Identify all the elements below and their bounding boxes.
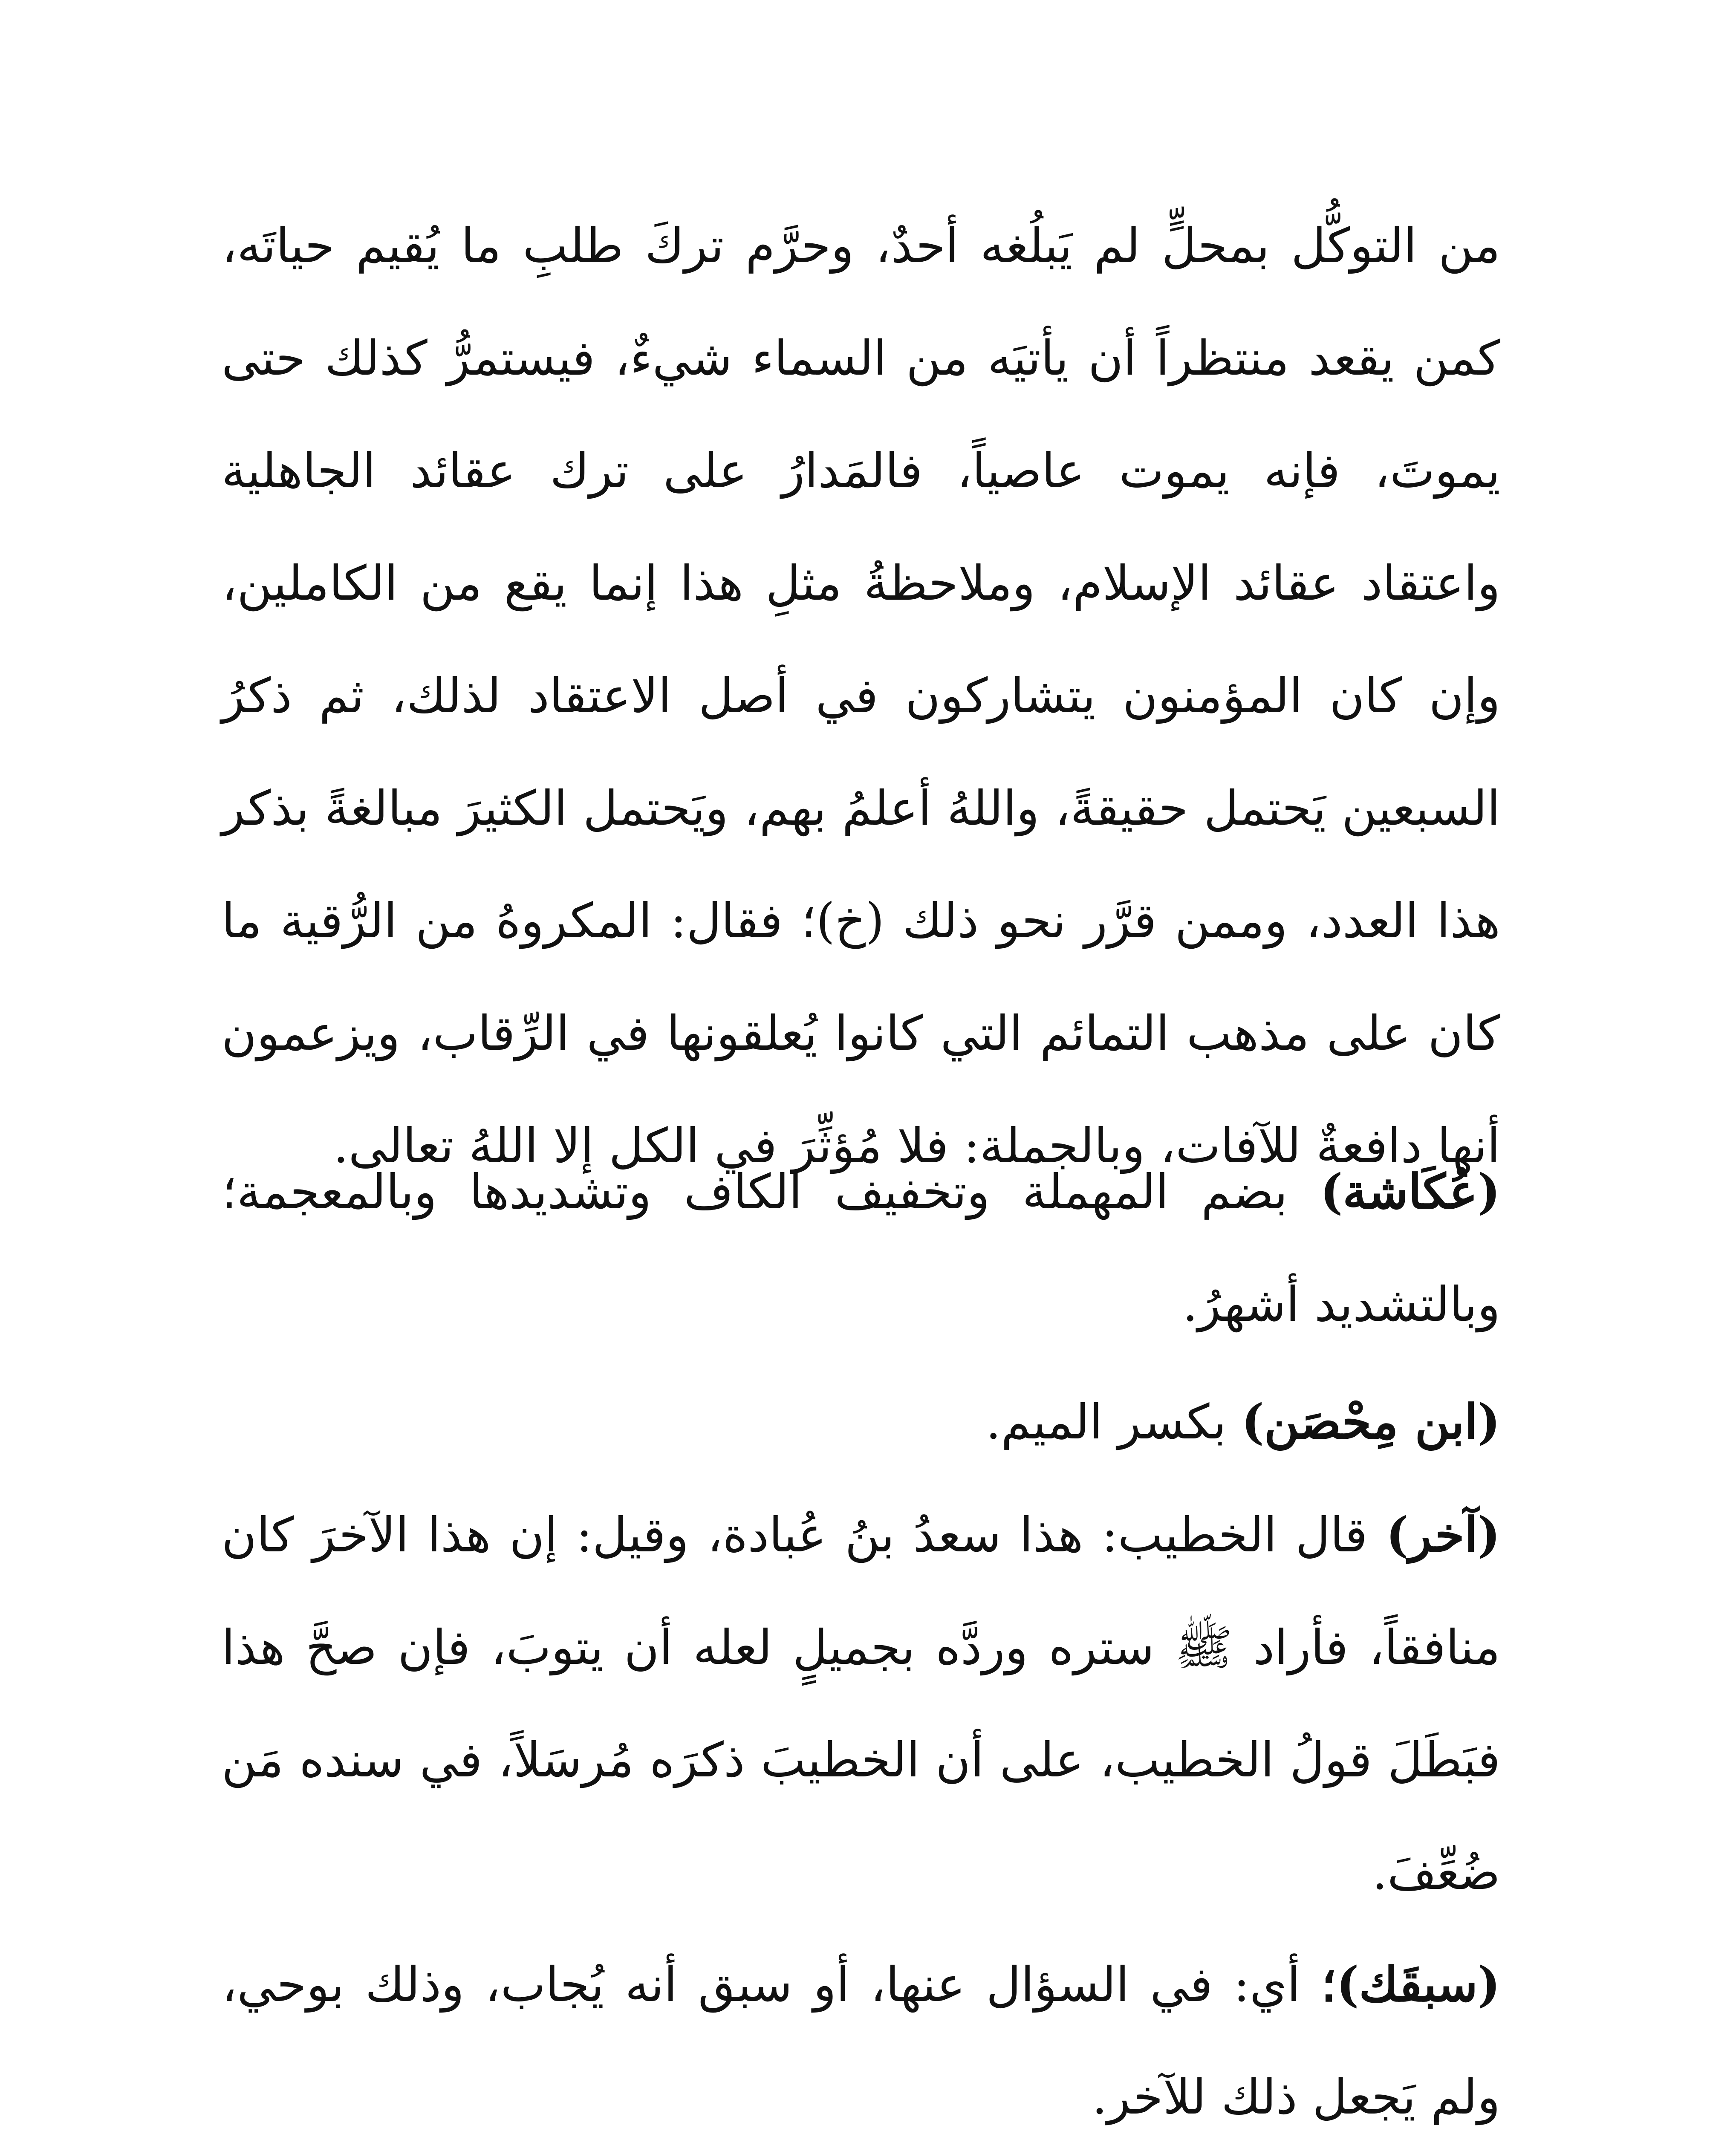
paragraph-tawakkul <box>222 190 1500 1202</box>
paragraph-text: من التوكُّل بمحلٍّ لم يَبلُغه أحدٌ، وحرَّم تركَ طلبِ ما يُقيم حياتَه، كمن يقعد منتظراً أن يأتيَه من السماء شيءٌ، فيستمرُّ كذلك حتى يموتَ، فإنه يموت عاصياً، فالمَدارُ على ترك عقائد الجاهلية واعتقاد عقائد الإسلام، وملاحظةُ مثلِ هذا إنما يقع من الكاملين، وإن كان المؤمنون يتشاركون في أصل الاعتقاد لذلك، ثم ذكرُ السبعين يَحتمل حقيقةً، واللهُ أعلمُ بهم، ويَحتمل الكثيرَ مبالغةً بذكر هذا العدد، وممن قرَّر نحو ذلك (خ)؛ فقال: المكروهُ من الرُّقية ما كان على مذهب التمائم التي كانوا يُعلقونها في الرِّقاب، ويزعمون أنها دافعةٌ للآفات، وبالجملة: فلا مُؤثِّرَ في الكل إلا اللهُ تعالى. <box>222 218 1501 1174</box>
paragraph-text: قال الخطيب: هذا سعدُ بنُ عُبادة، وقيل: إن هذا الآخرَ كان منافقاً، فأراد ﷺ ستره وردَّه بجميلٍ لعله أن يتوبَ، فإن صحَّ هذا فبَطَلَ قولُ الخطيب، على أن الخطيبَ ذكرَه مُرسَلاً، في سنده مَن ضُعِّفَ. <box>222 1507 1500 1900</box>
paragraph-term: (آخر) <box>1386 1507 1500 1563</box>
paragraph-term: (ابن مِحْصَن) <box>1241 1394 1500 1450</box>
paragraph-text: بكسر الميم. <box>985 1395 1242 1450</box>
paragraph-sabaqak <box>222 1929 1500 2131</box>
paragraph-term: (عُكَاشة) <box>1320 1164 1500 1220</box>
paragraph-ibn-mihsan <box>222 1366 1500 1478</box>
paragraph-akhar <box>222 1479 1500 1929</box>
paragraph-term: (سبقَك)؛ <box>1321 1957 1500 2013</box>
paragraph-ukasha <box>222 1136 1500 1361</box>
paragraph-text: أي: في السؤال عنها، أو سبق أنه يُجاب، وذلك بوحي، ولم يَجعل ذلك للآخر. <box>222 1957 1500 2125</box>
paragraph-text: بضم المهملة وتخفيف الكاف وتشديدها وبالمعجمة؛ وبالتشديد أشهرُ. <box>222 1164 1500 1332</box>
